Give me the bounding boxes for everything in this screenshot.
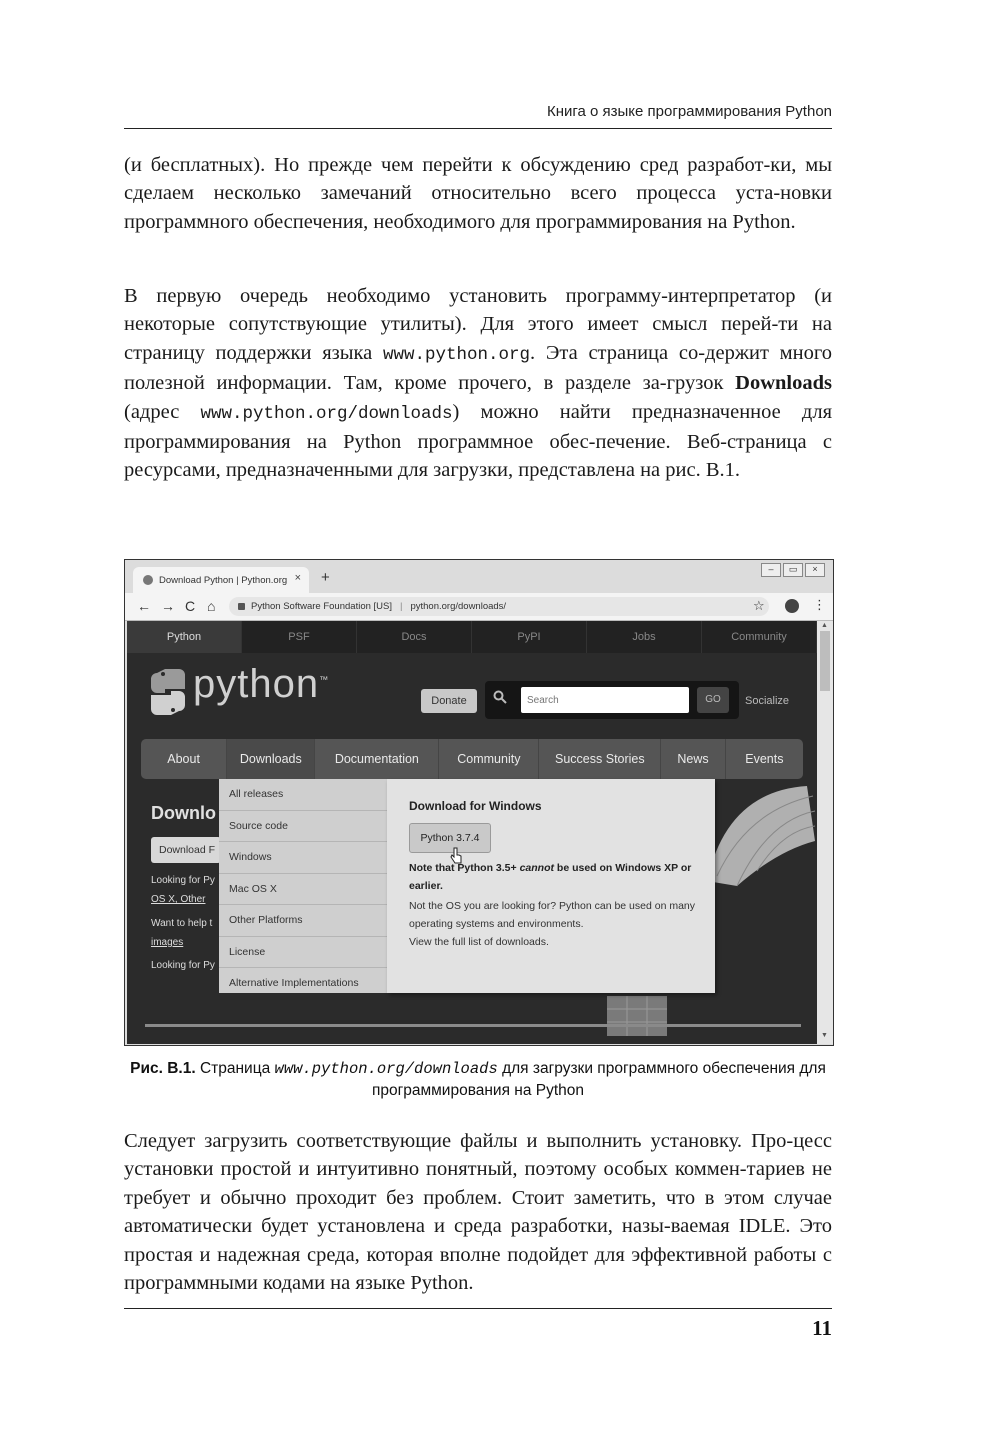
left-line-2[interactable]: OS X, Other xyxy=(151,894,206,905)
left-line-5: Looking for Py xyxy=(151,960,215,971)
top-nav-jobs[interactable]: Jobs xyxy=(587,621,702,653)
top-nav-python[interactable]: Python xyxy=(127,621,242,653)
scroll-down-icon[interactable]: ▼ xyxy=(821,1032,828,1039)
tab-close-icon[interactable]: × xyxy=(294,572,301,584)
nav-success-stories[interactable]: Success Stories xyxy=(539,739,661,779)
scroll-up-icon[interactable]: ▲ xyxy=(821,622,828,629)
note-prefix: Note that Python 3.5+ xyxy=(409,862,520,874)
footer-rule xyxy=(124,1308,832,1309)
python-wordmark xyxy=(193,662,329,707)
minimize-button[interactable]: – xyxy=(761,563,781,577)
download-heading: Downlo xyxy=(151,803,216,823)
downloads-submenu xyxy=(219,779,387,993)
top-nav-community[interactable]: Community xyxy=(702,621,817,653)
parachute-crate-icon xyxy=(597,991,677,1041)
download-python-button[interactable]: Download F xyxy=(151,837,221,863)
top-nav-pypi[interactable]: PyPI xyxy=(472,621,587,653)
forward-icon[interactable]: → xyxy=(161,598,175,614)
panel-note xyxy=(409,859,699,895)
tab-title: Download Python | Python.org xyxy=(159,574,288,586)
paragraph-3: Следует загрузить соответствующие файлы и выполнить установку. Про-цесс установки простой и интуитивно понятный, поэтому особых коммен-тариев не требует и обычно проходит без проблем. Стоит заметить, что в этом случае автоматически будет установлена и среда разработки, назы-ваемая IDLE. Это простая и надежная среда, которая вполне подойдет для эффективной работы с программными кодами на языке Python. xyxy=(124,1130,832,1295)
search-icon xyxy=(493,690,507,704)
profile-avatar[interactable] xyxy=(785,599,799,613)
page-number: 11 xyxy=(812,1316,832,1340)
browser-tab-bar xyxy=(125,560,833,593)
left-line-1: Looking for Py xyxy=(151,875,215,886)
caption-text-2: для загрузки программного обеспечения для программирования на Python xyxy=(371,1060,826,1099)
submenu-other-platforms[interactable]: Other Platforms xyxy=(219,905,387,937)
submenu-alternative-implementations[interactable]: Alternative Implementations xyxy=(229,977,359,989)
donate-button[interactable]: Donate xyxy=(421,689,477,713)
paragraph-2-part2: . Эта страница со-держит много полезной информации. Там, кроме прочего, в разделе за-грузок xyxy=(124,341,832,395)
page-viewport xyxy=(127,621,817,1044)
python-favicon-icon xyxy=(143,575,153,585)
url-text: python.org/downloads/ xyxy=(410,601,507,612)
figure-caption xyxy=(124,1058,832,1101)
lock-icon xyxy=(238,603,245,610)
header-rule xyxy=(124,128,832,129)
home-icon[interactable]: ⌂ xyxy=(207,598,216,614)
submenu-source-code[interactable]: Source code xyxy=(219,811,387,843)
paragraph-2-part4: ) можно найти предназначенное для программирования на Python программное обес-печение. Веб-страница с ресурсами, предназначенными для загрузки, представлена на рис. В.1. xyxy=(124,400,832,482)
panel-text-2[interactable]: View the full list of downloads. xyxy=(409,936,549,948)
nav-about[interactable]: About xyxy=(141,739,227,779)
paragraph-2-part1: В первую очередь необходимо установить программу-интерпретатор (и некоторые сопутствующие утилиты). Для этого имеет смысл перей-ти на страницу поддержки языка xyxy=(124,285,832,364)
maximize-button[interactable]: ▭ xyxy=(783,563,803,577)
caption-label: Рис. В.1. xyxy=(130,1060,196,1077)
bookmark-star-icon[interactable]: ☆ xyxy=(753,598,765,613)
nav-news[interactable]: News xyxy=(661,739,725,779)
nav-downloads[interactable]: Downloads xyxy=(227,739,315,779)
scroll-thumb[interactable] xyxy=(820,631,830,691)
panel-text-1: Not the OS you are looking for? Python can be used on many operating systems and environments. xyxy=(409,900,696,930)
submenu-license[interactable]: License xyxy=(219,937,387,969)
logo-text: python xyxy=(193,662,320,706)
figure-browser-screenshot xyxy=(124,559,834,1046)
paragraph-2-part3: (адрес xyxy=(124,400,201,423)
back-icon[interactable]: ← xyxy=(137,598,151,614)
submenu-all-releases[interactable]: All releases xyxy=(219,779,387,811)
paragraph-2 xyxy=(124,282,832,485)
parachute-illustration-icon xyxy=(697,781,817,891)
search-input[interactable] xyxy=(521,687,689,713)
paragraph-2-downloads: Downloads xyxy=(735,372,832,395)
scrollbar[interactable] xyxy=(817,621,833,1044)
search-bar xyxy=(485,681,739,719)
paragraph-1: (и бесплатных). Но прежде чем перейти к обсуждению сред разработ-ки, мы сделаем несколько замечаний относительно всего процесса уста-новки программного обеспечения, необходимого для программирования на Python. xyxy=(124,154,832,233)
browser-menu-icon[interactable]: ⋮ xyxy=(813,597,826,612)
top-nav-psf[interactable]: PSF xyxy=(242,621,357,653)
separator: | xyxy=(400,601,403,612)
nav-documentation[interactable]: Documentation xyxy=(315,739,439,779)
note-emphasis: cannot xyxy=(519,862,554,874)
nav-community[interactable]: Community xyxy=(439,739,539,779)
python-374-button[interactable]: Python 3.7.4 xyxy=(409,823,491,853)
running-head: Книга о языке программирования Python xyxy=(546,103,832,120)
page-divider xyxy=(145,1024,801,1027)
left-line-3: Want to help t xyxy=(151,918,213,929)
paragraph-2-downloads-url: www.python.org/downloads xyxy=(200,403,453,424)
browser-tab[interactable] xyxy=(133,567,309,593)
go-button[interactable]: GO xyxy=(697,687,729,713)
top-nav-docs[interactable]: Docs xyxy=(357,621,472,653)
panel-title: Download for Windows xyxy=(409,799,542,813)
submenu-mac-os-x[interactable]: Mac OS X xyxy=(219,874,387,906)
reload-icon[interactable]: C xyxy=(185,598,196,614)
trademark: ™ xyxy=(319,674,330,685)
address-bar xyxy=(125,593,833,621)
socialize-link[interactable]: Socialize xyxy=(745,695,790,707)
caption-url: www.python.org/downloads xyxy=(274,1060,498,1078)
download-windows-panel xyxy=(387,779,715,993)
main-nav xyxy=(141,739,803,779)
site-identity: Python Software Foundation [US] xyxy=(251,601,392,612)
new-tab-button[interactable]: + xyxy=(321,569,330,586)
nav-events[interactable]: Events xyxy=(745,752,784,766)
submenu-windows[interactable]: Windows xyxy=(219,842,387,874)
paragraph-2-url: www.python.org xyxy=(383,344,531,365)
left-line-4[interactable]: images xyxy=(151,937,184,948)
caption-text-1: Страница xyxy=(195,1060,275,1077)
window-close-button[interactable]: × xyxy=(805,563,825,577)
site-top-nav xyxy=(127,621,817,653)
note-suffix: be used on Windows XP or earlier. xyxy=(409,862,692,892)
url-field[interactable] xyxy=(229,597,769,616)
